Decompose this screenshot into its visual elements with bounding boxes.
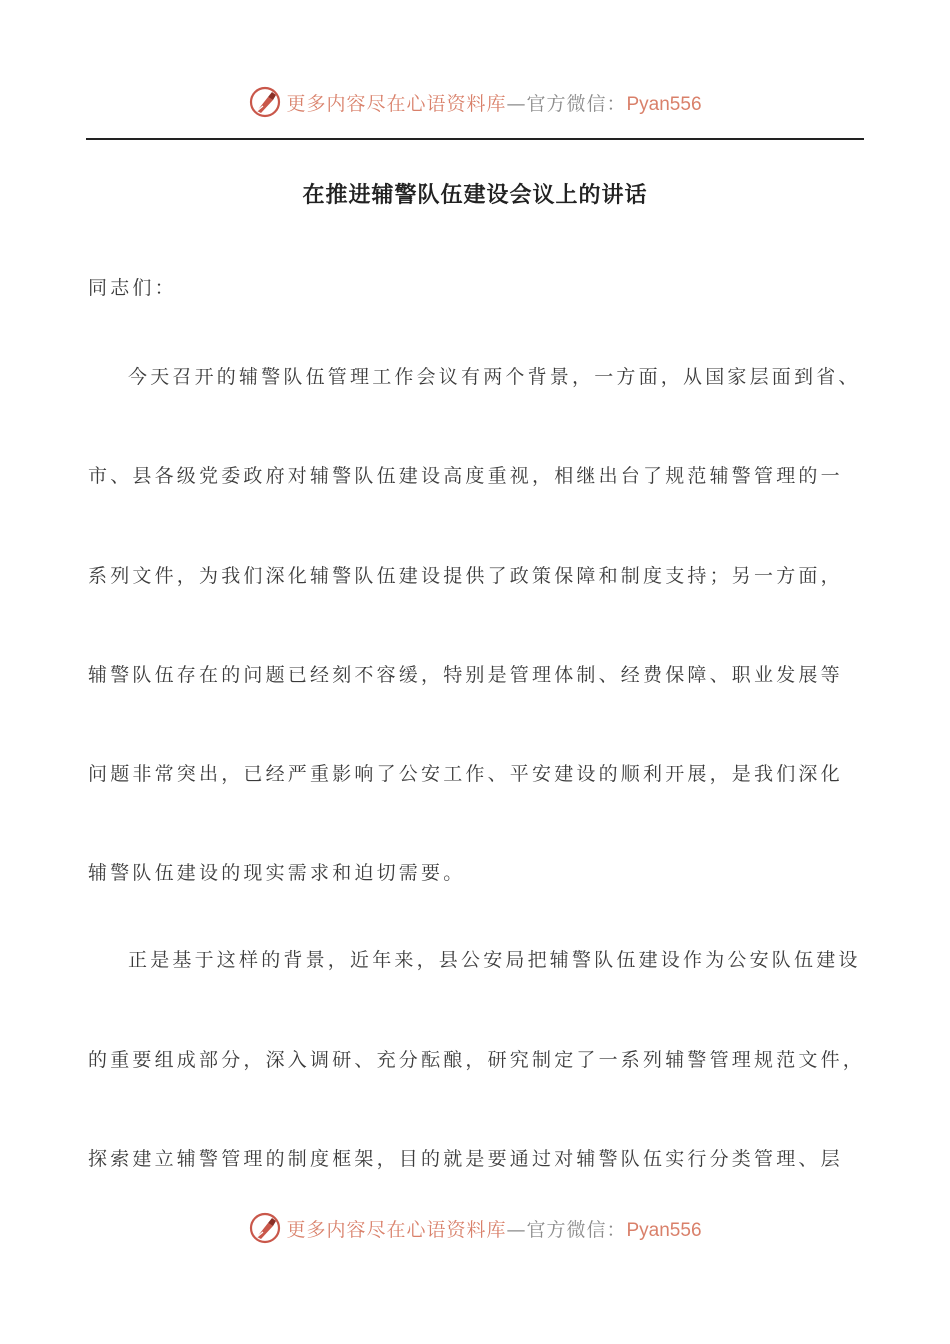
paragraph-line: 正是基于这样的背景，近年来，县公安局把辅警队伍建设作为公安队伍建设 (128, 949, 861, 971)
footer-banner-text (286, 1215, 701, 1242)
salutation: 同志们： (88, 277, 177, 299)
banner-dash: — (506, 1218, 527, 1241)
banner-official-label: 官方微信： (526, 1218, 627, 1241)
paragraph-line: 辅警队伍建设的现实需求和迫切需要。 (88, 862, 466, 884)
paragraph-line: 的重要组成部分，深入调研、充分酝酿，研究制定了一系列辅警管理规范文件， (88, 1049, 866, 1071)
footer-banner (0, 1208, 950, 1248)
paragraph-line: 辅警队伍存在的问题已经刻不容缓，特别是管理体制、经费保障、职业发展等 (88, 664, 843, 686)
header-banner (0, 82, 950, 122)
banner-wechat-id: Pyan556 (626, 1219, 702, 1241)
banner-main-text: 更多内容尽在心语资料库 (286, 92, 507, 115)
header-divider (86, 138, 864, 140)
paragraph-line: 问题非常突出，已经严重影响了公安工作、平安建设的顺利开展，是我们深化 (88, 763, 843, 785)
paragraph-line: 市、县各级党委政府对辅警队伍建设高度重视，相继出台了规范辅警管理的一 (88, 465, 843, 487)
paragraph-line: 今天召开的辅警队伍管理工作会议有两个背景，一方面，从国家层面到省、 (128, 366, 861, 388)
paragraph-line: 探索建立辅警管理的制度框架，目的就是要通过对辅警队伍实行分类管理、层 (88, 1148, 843, 1170)
pen-nib-icon (248, 85, 282, 119)
header-banner-text (286, 89, 701, 116)
paragraph-line: 系列文件，为我们深化辅警队伍建设提供了政策保障和制度支持；另一方面， (88, 565, 843, 587)
banner-dash: — (506, 92, 527, 115)
pen-nib-icon (248, 1211, 282, 1245)
document-title: 在推进辅警队伍建设会议上的讲话 (302, 183, 648, 208)
banner-main-text: 更多内容尽在心语资料库 (286, 1218, 507, 1241)
banner-official-label: 官方微信： (526, 92, 627, 115)
banner-wechat-id: Pyan556 (626, 93, 702, 115)
